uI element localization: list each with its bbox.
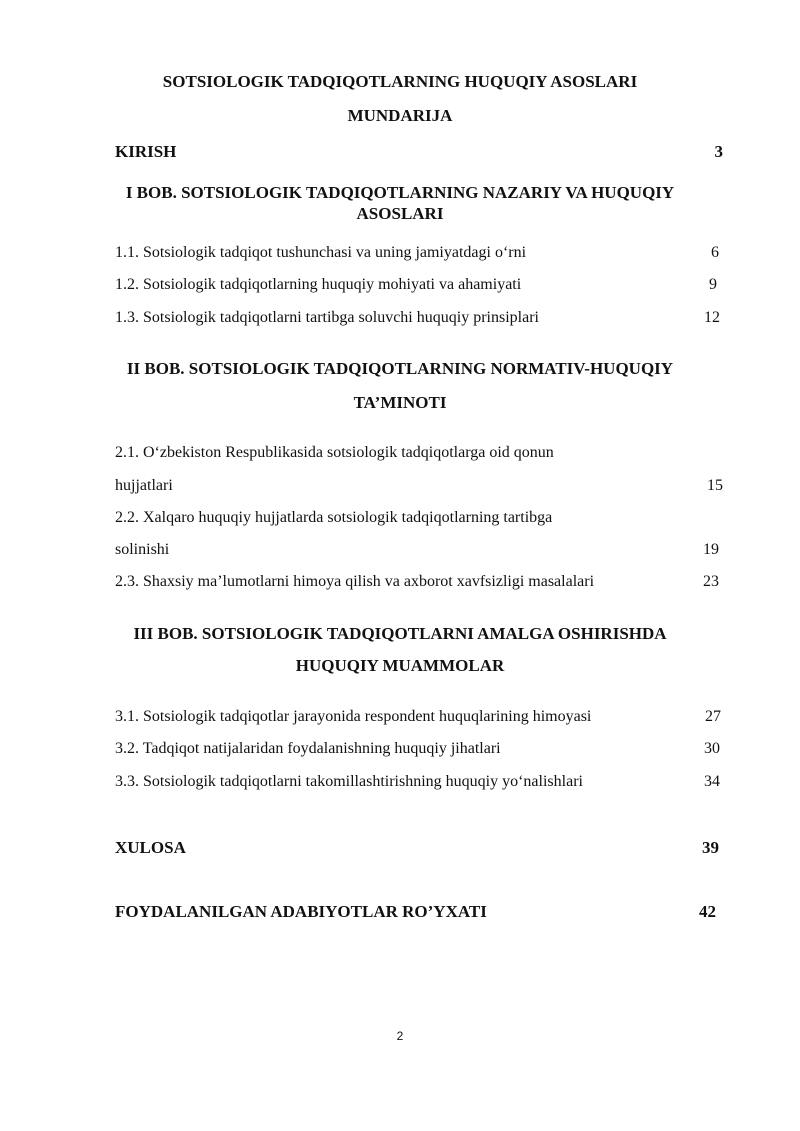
page-number: 2 [396, 1029, 404, 1043]
chapter1-title-line2: ASOSLARI [356, 204, 444, 223]
chapter2-title-line2: TA’MINOTI [353, 393, 447, 412]
toc-item-2-1-line1: 2.1. O‘zbekiston Respublikasida sotsiologik tadqiqotlarga oid qonun [115, 444, 554, 461]
toc-references-label: FOYDALANILGAN ADABIYOTLAR RO’YXATI [115, 902, 487, 921]
toc-item-3-1-page: 27 [705, 708, 721, 725]
chapter3-title-line2: HUQUQIY MUAMMOLAR [295, 656, 505, 675]
toc-item-1-1-page: 6 [711, 244, 719, 261]
toc-intro-label: KIRISH [115, 142, 177, 161]
toc-references-page: 42 [699, 902, 716, 921]
toc-item-2-1-page: 15 [707, 477, 723, 494]
toc-item-3-2-page: 30 [704, 740, 720, 757]
chapter2-title-line1: II BOB. SOTSIOLOGIK TADQIQOTLARNING NORMATIV-HUQUQIY [126, 359, 674, 378]
toc-item-3-3: 3.3. Sotsiologik tadqiqotlarni takomillashtirishning huquqiy yo‘nalishlari [115, 773, 583, 790]
document-title: SOTSIOLOGIK TADQIQOTLARNING HUQUQIY ASOSLARI [162, 72, 638, 91]
chapter3-title-line1: III BOB. SOTSIOLOGIK TADQIQOTLARNI AMALGA OSHIRISHDA [133, 624, 667, 643]
toc-item-1-3-page: 12 [704, 309, 720, 326]
toc-item-1-2: 1.2. Sotsiologik tadqiqotlarning huquqiy mohiyati va ahamiyati [115, 276, 522, 293]
toc-item-2-1-line2: hujjatlari [115, 477, 173, 494]
toc-item-1-2-page: 9 [709, 276, 717, 293]
toc-item-2-3: 2.3. Shaxsiy ma’lumotlarni himoya qilish va axborot xavfsizligi masalalari [115, 573, 595, 590]
toc-item-2-2-page: 19 [703, 541, 719, 558]
chapter1-title-line1: I BOB. SOTSIOLOGIK TADQIQOTLARNING NAZARIY VA HUQUQIY [125, 183, 675, 202]
toc-item-3-2: 3.2. Tadqiqot natijalaridan foydalanishning huquqiy jihatlari [115, 740, 501, 757]
toc-item-3-3-page: 34 [704, 773, 720, 790]
toc-item-2-3-page: 23 [703, 573, 719, 590]
toc-item-2-2-line1: 2.2. Xalqaro huquqiy hujjatlarda sotsiologik tadqiqotlarning tartibga [115, 509, 553, 526]
toc-item-1-1: 1.1. Sotsiologik tadqiqot tushunchasi va uning jamiyatdagi o‘rni [115, 244, 527, 261]
toc-heading: MUNDARIJA [347, 106, 453, 125]
toc-conclusion-label: XULOSA [115, 838, 186, 857]
toc-conclusion-page: 39 [702, 838, 719, 857]
toc-item-2-2-line2: solinishi [115, 541, 170, 558]
toc-intro-page: 3 [714, 142, 723, 161]
toc-item-1-3: 1.3. Sotsiologik tadqiqotlarni tartibga soluvchi huquqiy prinsiplari [115, 309, 539, 326]
toc-item-3-1: 3.1. Sotsiologik tadqiqotlar jarayonida respondent huquqlarining himoyasi [115, 708, 592, 725]
